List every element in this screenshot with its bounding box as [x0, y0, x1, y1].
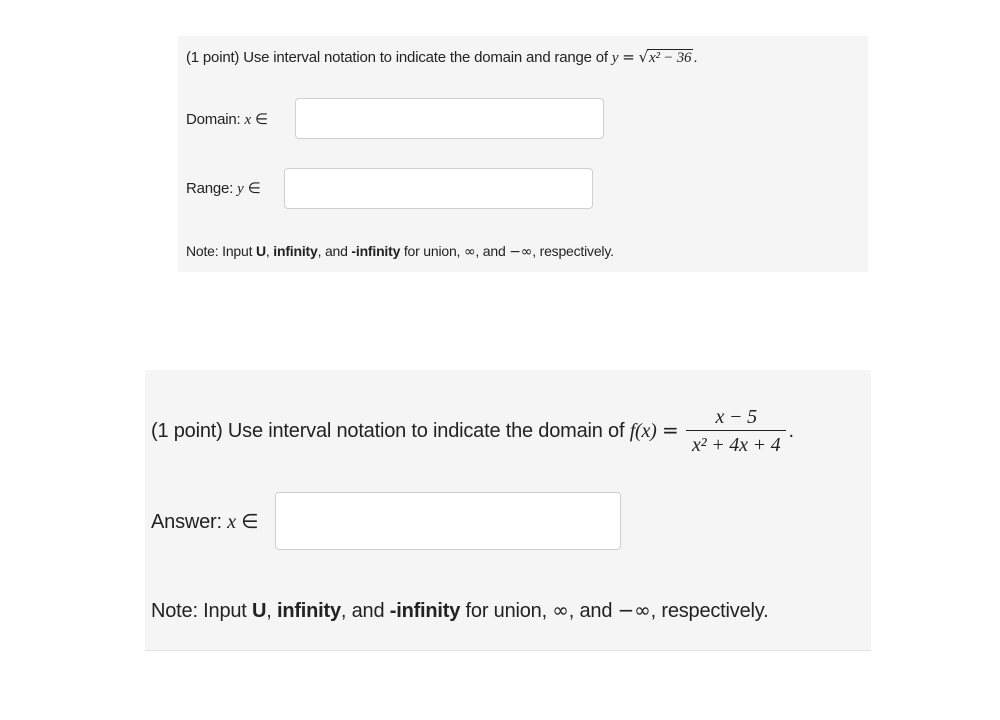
- radicand: x² − 36: [648, 50, 692, 66]
- note-text: , and: [317, 243, 352, 259]
- problem-1-note: [186, 243, 614, 260]
- domain-variable: x: [244, 112, 251, 128]
- note-text: , and: [475, 243, 510, 259]
- answer-label-row: [151, 509, 258, 534]
- problem-1-panel: [178, 36, 868, 272]
- fraction-numerator: x − 5: [715, 406, 757, 428]
- sqrt-symbol: √: [638, 48, 648, 66]
- question-text: (1 point) Use interval notation to indicate the domain of: [151, 419, 630, 442]
- equals-sign: =: [622, 48, 635, 66]
- fraction: [686, 404, 787, 459]
- range-label-row: [186, 179, 260, 198]
- note-text: , and: [340, 600, 390, 622]
- domain-label-row: [186, 110, 268, 129]
- note-text: Note: Input: [151, 600, 252, 622]
- answer-label: Answer:: [151, 511, 228, 533]
- note-text: , respectively.: [532, 243, 614, 259]
- answer-variable: x: [227, 511, 236, 533]
- note-text: for union,: [400, 243, 464, 259]
- domain-label: Domain:: [186, 111, 245, 128]
- note-text: , respectively.: [650, 600, 769, 622]
- question-period: .: [788, 419, 794, 442]
- note-union-keyword: U: [255, 243, 266, 259]
- problem-2-panel: [145, 370, 871, 651]
- equals-sign: =: [662, 417, 679, 442]
- infinity-symbol: ∞: [463, 244, 476, 260]
- note-text: for union,: [460, 600, 553, 622]
- range-label: Range:: [186, 180, 238, 197]
- domain-input[interactable]: [295, 98, 604, 139]
- element-of-symbol: ∈: [247, 179, 261, 197]
- fraction-denominator: x² + 4x + 4: [691, 434, 781, 456]
- note-text: ,: [265, 243, 274, 259]
- question-period: .: [693, 49, 698, 66]
- problem-2-note: [151, 598, 768, 623]
- function-name: f(x): [629, 419, 657, 442]
- element-of-symbol: ∈: [241, 509, 259, 533]
- problem-2-question: [151, 404, 794, 459]
- note-neg-infinity-keyword: -infinity: [351, 243, 401, 259]
- note-text: ,: [266, 600, 277, 622]
- y-variable: y: [611, 50, 619, 66]
- note-text: , and: [568, 600, 618, 622]
- infinity-symbol: ∞: [552, 598, 569, 622]
- note-infinity-keyword: infinity: [276, 600, 341, 622]
- square-root-expression: [639, 48, 694, 67]
- problem-1-question: [186, 48, 697, 67]
- element-of-symbol: ∈: [254, 110, 268, 128]
- neg-infinity-symbol: −∞: [617, 598, 651, 622]
- note-neg-infinity-keyword: -infinity: [389, 600, 461, 622]
- neg-infinity-symbol: −∞: [509, 244, 533, 260]
- question-text: (1 point) Use interval notation to indicate the domain and range of: [186, 49, 612, 66]
- answer-input[interactable]: [275, 492, 621, 550]
- note-text: Note: Input: [186, 243, 256, 259]
- range-input[interactable]: [284, 168, 593, 209]
- note-infinity-keyword: infinity: [273, 243, 318, 259]
- note-union-keyword: U: [252, 600, 267, 622]
- range-variable: y: [237, 181, 244, 197]
